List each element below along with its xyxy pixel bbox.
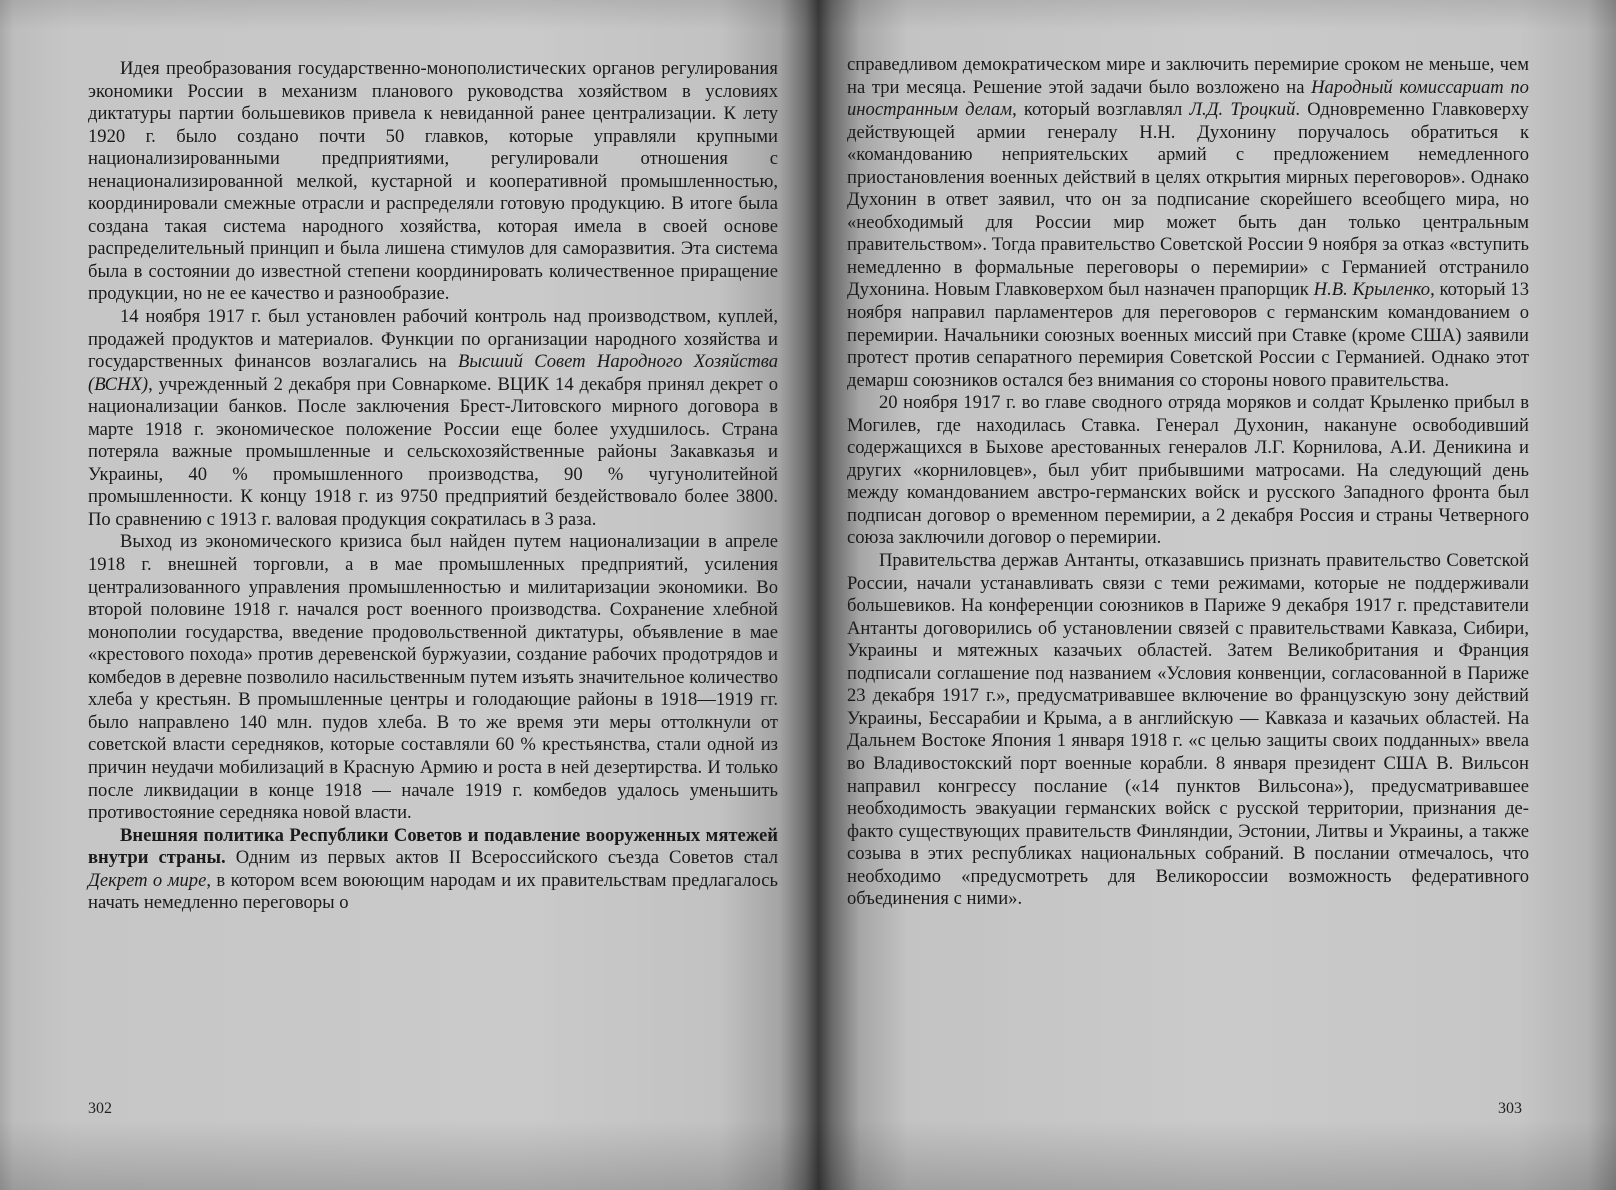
left-page-text [88, 58, 778, 915]
paragraph-text: справедливом демократическом мире и заключить перемирие сроком не меньше, чем на три месяца. Решение этой задачи было возложено на [847, 54, 1529, 98]
italic-term: Н.В. Крыленко [1313, 279, 1431, 301]
right-page-text [847, 54, 1529, 911]
page-number: 303 [1498, 1100, 1522, 1117]
page-shadow [0, 1120, 818, 1190]
paragraph [847, 550, 1529, 911]
paragraph-text: , в котором всем воюющим народам и их правительствам предлагалось начать немедленно переговоры о [88, 869, 778, 914]
italic-term: Л.Д. Троцкий [1189, 99, 1296, 121]
paragraph-text: , который 13 ноября направил парламентеров для переговоров с германским командованием о перемирии. Начальники союзных военных миссий при Ставке (кроме США) заявили протест против сепаратного перемирия Советской России с Германией. Однако этот демарш союзников остался без внимания со стороны нового правительства. [847, 279, 1529, 391]
section-heading: Внешняя политика Республики Советов и подавление вооруженных мятежей внутри страны. [88, 824, 778, 869]
italic-term: Декрет о мире [88, 869, 207, 891]
page-shadow [818, 0, 1616, 30]
page-shadow [0, 0, 818, 30]
paragraph-text: Одним из первых актов II Всероссийского съезда Советов стал [225, 847, 778, 869]
page-shadow [818, 1120, 1616, 1190]
paragraph [88, 58, 778, 306]
paragraph [847, 54, 1529, 392]
paragraph-text: . Одновременно Главковерху действующей армии генералу Н.Н. Духонину поручалось обратиться к «командованию неприятельских армий с предложением немедленного приостановления военных действий в целях открытия мирных переговоров». Однако Духонин в ответ заявил, что он за подписание скорейшего всеобщего мира, но «необходимый для России мир может быть дан только центральным правительством». Тогда правительство Советской России 9 ноября за отказ «вступить немедленно в формальные переговоры о перемирии» с Германией отстранило Духонина. Новым Главковерхом был назначен прапорщик [847, 99, 1529, 301]
paragraph [847, 392, 1529, 550]
paragraph-text: , который возглавлял [1012, 99, 1190, 121]
paragraph-text: 20 ноября 1917 г. во главе сводного отряда моряков и солдат Крыленко прибыл в Могилев, где находилась Ставка. Генерал Духонин, накануне освободивший содержащихся в Быхове арестованных генералов Л.Г. Корнилова, А.И. Деникина и других «корниловцев», был убит прибывшими матросами. На следующий день между командованием австро-германских войск и русского Западного фронта был подписан договор о временном перемирии, а 2 декабря Россия и страны Четверного союза заключили договор о перемирии. [847, 392, 1529, 549]
paragraph [88, 306, 778, 531]
page-number: 302 [88, 1100, 112, 1117]
right-page [818, 0, 1616, 1190]
paragraph-text: 14 ноября 1917 г. был установлен рабочий контроль над производством, куплей, продажей продуктов и материалов. Функции по организации народного хозяйства и государственных финансов возлагались на [88, 306, 778, 373]
italic-term: Народный комиссариат по иностранным делам [847, 76, 1529, 121]
paragraph [88, 531, 778, 824]
paragraph-text: Идея преобразования государственно-монополистических органов регулирования экономики России в механизм планового руководства хозяйством в условиях диктатуры партии большевиков привела к невиданной ранее централизации. К лету 1920 г. было создано почти 50 главков, которые управляли крупными национализированными предприятиями, регулировали отношения с ненационализированной мелкой, кустарной и кооперативной промышленностью, координировали смежные отрасли и распределяли готовую продукцию. В итоге была создана такая система народного хозяйства, которая имела в своей основе распределительный принцип и была лишена стимулов для саморазвития. Эта система была в состоянии до известной степени координировать количественное приращение продукции, но не ее качество и разнообразие. [88, 58, 778, 305]
paragraph-text: , учрежденный 2 декабря при Совнаркоме. ВЦИК 14 декабря принял декрет о национализации банков. После заключения Брест-Литовского мирного договора в марте 1918 г. экономическое положение России еще более ухудшилось. Страна потеряла важные промышленные и сельскохозяйственные районы Закавказья и Украины, 40 % промышленного производства, 90 % чугунолитейной промышленности. К концу 1918 г. из 9750 предприятий бездействовало более 3800. По сравнению с 1913 г. валовая продукция сократилась в 3 раза. [88, 373, 778, 530]
italic-term: Высший Совет Народного Хозяйства (ВСНХ) [88, 351, 778, 395]
paragraph-text: Выход из экономического кризиса был найден путем национализации в апреле 1918 г. внешней торговли, а в мае промышленных предприятий, усиления централизованного управления промышленностью и милитаризации экономики. Во второй половине 1918 г. начался рост военного производства. Сохранение хлебной монополии государства, введение продовольственной диктатуры, объявление в мае «крестового похода» против деревенской буржуазии, создание рабочих продотрядов и комбедов в деревне позволило насильственным путем изъять значительное количество хлеба у крестьян. В промышленные центры и голодающие районы в 1918—1919 гг. было направлено 140 млн. пудов хлеба. В то же время эти меры оттолкнули от советской власти середняков, которые составляли 60 % крестьянства, стали одной из причин неудачи мобилизаций в Красную Армию и роста в ней дезертирства. И только после ликвидации в конце 1918 — начале 1919 г. комбедов удалось уменьшить противостояние середняка новой власти. [88, 531, 778, 824]
paragraph-text: Правительства держав Антанты, отказавшись признать правительство Советской России, начали устанавливать связи с теми режимами, которые не поддерживали большевиков. На конференции союзников в Париже 9 декабря 1917 г. представители Антанты договорились об установлении связей с правительствами Кавказа, Сибири, Украины и мятежных казачьих областей. Затем Великобритания и Франция подписали соглашение под названием «Условия конвенции, согласованной в Париже 23 декабря 1917 г.», предусматривавшее включение во французскую зону действий Украины, Бессарабии и Крыма, а в английскую — Кавказа и казачьих областей. На Дальнем Востоке Япония 1 января 1918 г. «с целью защиты своих подданных» ввела во Владивостокский порт военные корабли. 8 января президент США В. Вильсон направил конгрессу послание («14 пунктов Вильсона»), предусматривавшее необходимость эвакуации германских войск с русской территории, признания де-факто существующих правительств Финляндии, Эстонии, Литвы и Украины, а также созыва в этих республиках национальных собраний. В послании отмечалось, что необходимо «предусмотреть для Великороссии возможность федеративного объединения с ними». [847, 550, 1529, 910]
paragraph [88, 825, 778, 915]
